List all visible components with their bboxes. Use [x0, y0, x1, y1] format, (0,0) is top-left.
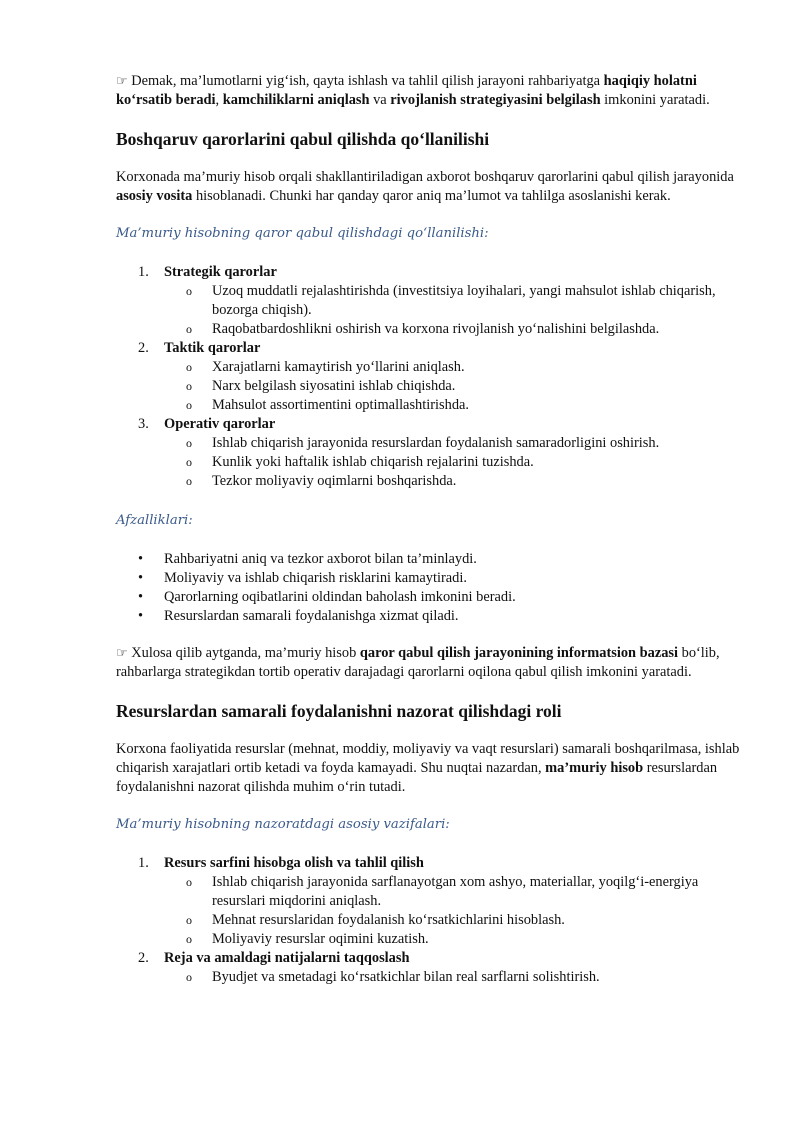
list-item: 2. Reja va amaldagi natijalarni taqqoslash o Byudjet va smetadagi ko‘rsatkichlar bilan real sarflarni solishtirish. [116, 949, 748, 987]
list-item-title: Taktik qarorlar [164, 340, 261, 356]
sub-list-item: o Ishlab chiqarish jarayonida sarflanayotgan xom ashyo, materiallar, yoqilg‘i-energiya resurslari miqdorini aniqlash. [186, 874, 699, 909]
conclusion-paragraph: ☞ Xulosa qilib aytganda, ma’muriy hisob qaror qabul qilish jarayonining informatsion bazasi bo‘lib, rahbarlarga strategikdan tortib operativ darajadagi qarorlarni oqilona qabul qilish imkonini yaratadi. [116, 645, 720, 680]
sub-list-item: o Narx belgilash siyosatini ishlab chiqishda. [186, 378, 456, 394]
list-item: 1. Resurs sarfini hisobga olish va tahlil qilish o Ishlab chiqarish jarayonida sarflanayotgan xom ashyo, materiallar, yoqilg‘i-energiya resurslari miqdorini aniqlash. o Mehnat resurslaridan foydalanish ko‘rsatkichlarini hisoblash. o Moliyaviy resurslar oqimini kuzatish. [116, 854, 748, 949]
numbered-list [116, 854, 748, 987]
sub-list [164, 873, 748, 949]
sub-list-item: o Mahsulot assortimentini optimallashtirishda. [186, 397, 470, 413]
section-heading: Boshqaruv qarorlarini qabul qilishda qo‘llanilishi [116, 129, 490, 149]
sub-list-item: o Byudjet va smetadagi ko‘rsatkichlar bilan real sarflarni solishtirish. [186, 969, 600, 985]
list-item: 1. Strategik qarorlar o Uzoq muddatli rejalashtirishda (investitsiya loyihalari, yangi mahsulot ishlab chiqarish, bozorga chiqish). o Raqobatbardoshlikni oshirish va korxona rivojlanish yo‘nalishini belgilashda. [116, 263, 748, 339]
list-item-title: Strategik qarorlar [164, 264, 277, 280]
pointing-hand-icon: ☞ [116, 646, 128, 661]
sub-list-item: o Ishlab chiqarish jarayonida resurslardan foydalanish samaradorligini oshirish. [186, 435, 660, 451]
sub-list [164, 282, 748, 339]
list-item-title: Reja va amaldagi natijalarni taqqoslash [164, 950, 410, 966]
numbered-list [116, 263, 748, 491]
list-item: 2. Taktik qarorlar o Xarajatlarni kamaytirish yo‘llarini aniqlash. o Narx belgilash siyosatini ishlab chiqishda. o Mahsulot assortimentini optimallashtirishda. [116, 339, 748, 415]
list-item: 3. Operativ qarorlar o Ishlab chiqarish jarayonida resurslardan foydalanish samaradorligini oshirish. o Kunlik yoki haftalik ishlab chiqarish rejalarini tuzishda. o Tezkor moliyaviy oqimlarni boshqarishda. [116, 415, 748, 491]
list-item: • Resurslardan samarali foydalanishga xizmat qiladi. [138, 608, 459, 624]
sub-list-item: o Raqobatbardoshlikni oshirish va korxona rivojlanish yo‘nalishini belgilashda. [186, 321, 660, 337]
sub-list-item: o Moliyaviy resurslar oqimini kuzatish. [186, 931, 429, 947]
subheading: Ma’muriy hisobning nazoratdagi asosiy vazifalari: [116, 817, 450, 832]
section-paragraph: Korxonada ma’muriy hisob orqali shakllantiriladigan axborot boshqaruv qarorlarini qabul qilish jarayonida asosiy vosita hisoblanadi. Chunki har qanday qaror aniq ma’lumot va tahlilga asoslanishi kerak. [116, 169, 734, 204]
list-item: • Moliyaviy va ishlab chiqarish risklarini kamaytiradi. [138, 570, 467, 586]
list-item-title: Resurs sarfini hisobga olish va tahlil qilish [164, 855, 424, 871]
sub-list-item: o Tezkor moliyaviy oqimlarni boshqarishda. [186, 473, 457, 489]
intro-paragraph: ☞ Demak, ma’lumotlarni yig‘ish, qayta ishlash va tahlil qilish jarayoni rahbariyatga haqiqiy holatni ko‘rsatib beradi, kamchiliklarni aniqlash va rivojlanish strategiyasini belgilash imkonini yaratadi. [116, 73, 710, 108]
sub-list [164, 434, 748, 491]
advantages-heading: Afzalliklari: [116, 513, 193, 528]
sub-list-item: o Xarajatlarni kamaytirish yo‘llarini aniqlash. [186, 359, 465, 375]
subheading: Ma’muriy hisobning qaror qabul qilishdagi qo‘llanilishi: [116, 226, 489, 241]
sub-list [164, 968, 748, 987]
advantages-list [116, 550, 748, 626]
section-paragraph: Korxona faoliyatida resurslar (mehnat, moddiy, moliyaviy va vaqt resurslari) samarali boshqarilmasa, ishlab chiqarish xarajatlari ortib ketadi va foyda kamayadi. Shu nuqtai nazardan, ma’muriy hisob resurslardan foydalanishni nazorat qilishda muhim o‘rin tutadi. [116, 741, 740, 795]
list-item: • Rahbariyatni aniq va tezkor axborot bilan ta’minlaydi. [138, 551, 477, 567]
section-heading: Resurslardan samarali foydalanishni nazorat qilishdagi roli [116, 701, 562, 721]
sub-list-item: o Kunlik yoki haftalik ishlab chiqarish rejalarini tuzishda. [186, 454, 534, 470]
pointing-hand-icon: ☞ [116, 74, 128, 89]
list-item-title: Operativ qarorlar [164, 416, 276, 432]
sub-list-item: o Mehnat resurslaridan foydalanish ko‘rsatkichlarini hisoblash. [186, 912, 565, 928]
sub-list-item: o Uzoq muddatli rejalashtirishda (investitsiya loyihalari, yangi mahsulot ishlab chiqarish, bozorga chiqish). [186, 283, 716, 318]
document-page [116, 72, 748, 1007]
sub-list [164, 358, 748, 415]
list-item: • Qarorlarning oqibatlarini oldindan baholash imkonini beradi. [138, 589, 516, 605]
